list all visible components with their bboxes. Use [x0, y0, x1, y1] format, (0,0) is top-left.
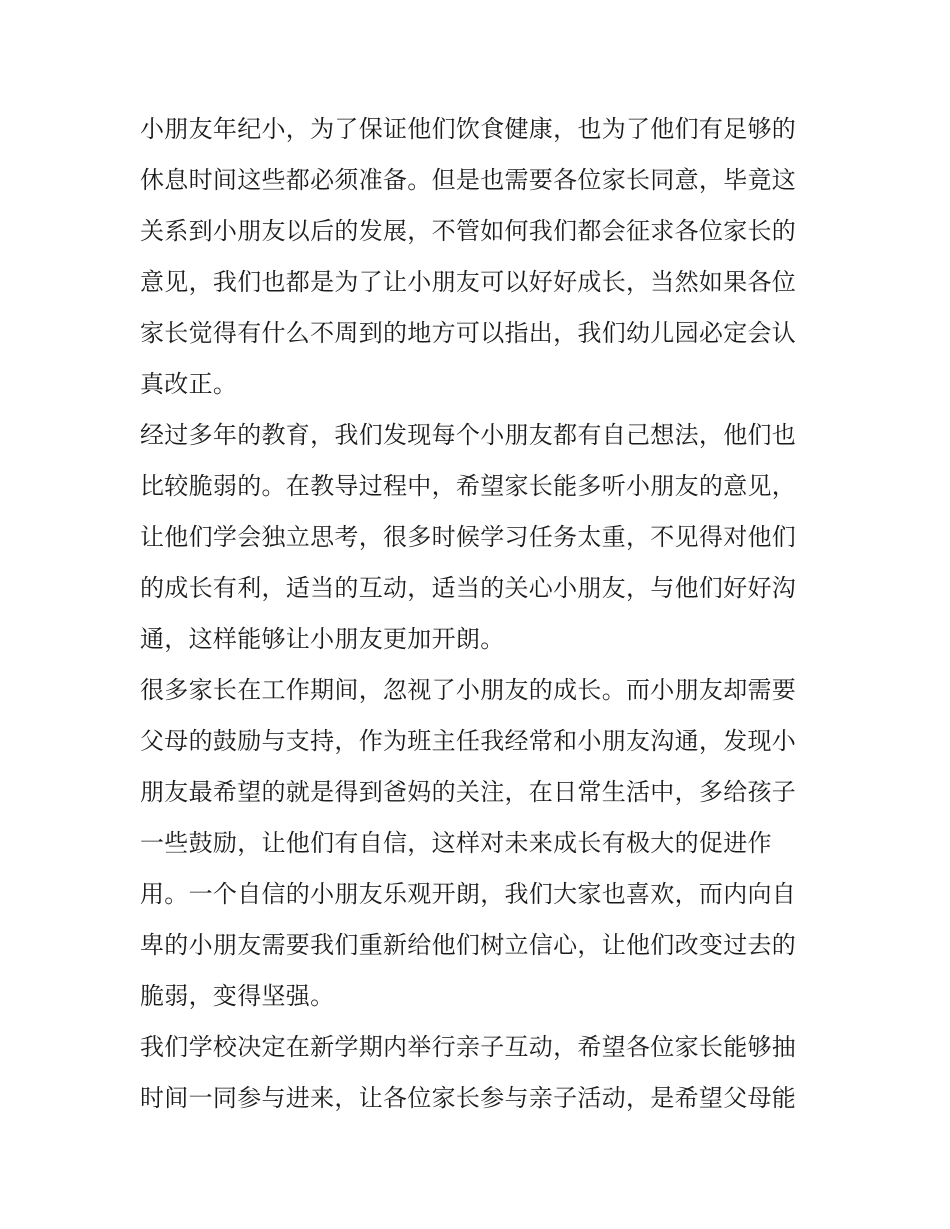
text-line: 真改正。 [140, 370, 238, 398]
text-line: 关系到小朋友以后的发展，不管如何我们都会征求各位家长的 [140, 217, 797, 245]
text-line: 一些鼓励，让他们有自信，这样对未来成长有极大的促进作 [140, 829, 772, 857]
text-line: 意见，我们也都是为了让小朋友可以好好成长，当然如果各位 [140, 268, 797, 296]
text-line: 卑的小朋友需要我们重新给他们树立信心，让他们改变过去的 [140, 931, 797, 959]
text-line: 的成长有利，适当的互动，适当的关心小朋友，与他们好好沟 [140, 574, 797, 602]
text-line: 时间一同参与进来，让各位家长参与亲子活动，是希望父母能 [140, 1084, 797, 1112]
text-line: 父母的鼓励与支持，作为班主任我经常和小朋友沟通，发现小 [140, 727, 797, 755]
text-line: 家长觉得有什么不周到的地方可以指出，我们幼儿园必定会认 [140, 319, 797, 347]
text-line: 用。一个自信的小朋友乐观开朗，我们大家也喜欢，而内向自 [140, 880, 797, 908]
text-line: 经过多年的教育，我们发现每个小朋友都有自己想法，他们也 [140, 421, 797, 449]
text-line: 我们学校决定在新学期内举行亲子互动，希望各位家长能够抽 [140, 1033, 797, 1061]
text-line: 小朋友年纪小，为了保证他们饮食健康，也为了他们有足够的 [140, 115, 797, 143]
text-line: 让他们学会独立思考，很多时候学习任务太重，不见得对他们 [140, 523, 797, 551]
text-line: 比较脆弱的。在教导过程中，希望家长能多听小朋友的意见， [140, 472, 797, 500]
text-line: 很多家长在工作期间，忽视了小朋友的成长。而小朋友却需要 [140, 676, 797, 704]
text-line: 休息时间这些都必须准备。但是也需要各位家长同意，毕竟这 [140, 166, 797, 194]
text-line: 通，这样能够让小朋友更加开朗。 [140, 625, 505, 653]
text-line: 脆弱，变得坚强。 [140, 982, 335, 1010]
body-text [140, 104, 840, 1124]
text-line: 朋友最希望的就是得到爸妈的关注，在日常生活中，多给孩子 [140, 778, 797, 806]
